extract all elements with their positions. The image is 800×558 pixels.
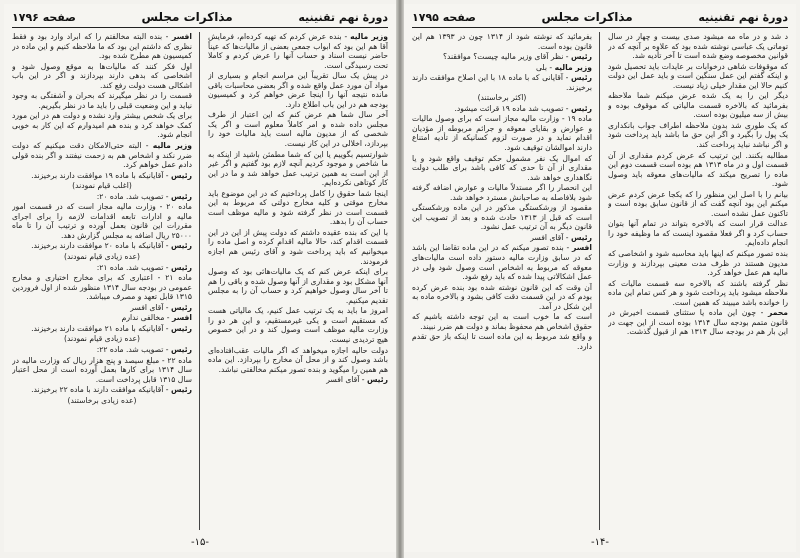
paragraph bbox=[12, 345, 192, 355]
paragraph bbox=[412, 32, 592, 51]
paragraph bbox=[608, 249, 788, 278]
paragraph-text: - تصویب شد. ماده ۲۱: bbox=[96, 262, 169, 272]
paragraph bbox=[208, 228, 388, 266]
paragraph bbox=[12, 273, 192, 302]
speaker-name: رئیس bbox=[570, 103, 592, 113]
paragraph bbox=[412, 73, 592, 92]
paragraph bbox=[412, 52, 592, 62]
paragraph bbox=[412, 93, 592, 103]
paragraph bbox=[412, 243, 592, 281]
paragraph bbox=[12, 111, 192, 140]
paragraph bbox=[608, 121, 788, 150]
paragraph-text: بفرمائید که نوشته شود از ۱۳۱۴ چون در ۱۳۹۳ هم این قانون بوده است. bbox=[412, 32, 592, 51]
paragraph bbox=[208, 375, 388, 385]
speaker-name: رئیس bbox=[170, 302, 192, 312]
paragraph bbox=[12, 171, 192, 181]
speaker-name: رئیس bbox=[170, 191, 192, 201]
paragraph-text: در پیش یک سال تقریباً این مراسم انجام و بسیاری از مواد آن مورد عمل واقع شده و اگر بعضی محاسبات باقی مانده نتیجه آنها را اینجا عرض خواهم کرد و کمیسیون بودجه هم در این باب اطلاع دارد. bbox=[208, 71, 388, 109]
left-header-title: مذاکرات مجلس bbox=[141, 10, 233, 24]
paragraph bbox=[608, 190, 788, 219]
paragraph bbox=[208, 189, 388, 227]
paragraph-text: بنده تصور میکنم که اینها باید محاسبه شود و اشخاصی که مدیون هستند در ظرف مدت معینی بپردازند و وزارت مالیه هم عمل خواهد کرد. bbox=[608, 249, 788, 278]
paragraph bbox=[12, 181, 192, 191]
paragraph-text: اینجا شما حقوق را کامل پرداختیم که در این موضوع باید مخارج موقتی و کلیه مخارج دولتی که مربوط به این قسمت است در نظر گرفته شود و مالیه موظف است حساب آن را بدهد. bbox=[208, 188, 388, 227]
paragraph-text: - البته حتی‌الامکان دقت میکنیم که دولت ضرر نکند و اشخاص هم به زحمت نیفتند و اگر بنده قولی دادم عمل خواهم کرد. bbox=[12, 141, 192, 170]
paragraph-text: با این که بنده عقیده داشتم که دولت پیش از این در این قسمت اقدام کند، حالا مالیه اقدام کرده و اصل ماده را میخوانیم که باید پرداخت شود و آقای رئیس هم اجازه فرمودند. bbox=[208, 227, 388, 266]
paragraph bbox=[412, 154, 592, 183]
right-header-title: مذاکرات مجلس bbox=[541, 10, 633, 24]
paragraph-text: (عده زیادی قیام نمودند) bbox=[64, 252, 140, 262]
paragraph-text: - بلی bbox=[536, 62, 553, 72]
speaker-name: رئیس bbox=[170, 241, 192, 251]
right-page-right-column bbox=[608, 32, 788, 530]
speaker-name: وزیر مالیه bbox=[554, 62, 592, 72]
paragraph-text: (اغلب قیام نمودند) bbox=[72, 181, 132, 191]
paragraph-text: که اموال یک نفر مشمول حکم توقیف واقع شود و یا مقداری از آن تا حدی که کافی باشد برای طلب دولت نگاهداری خواهد شد. bbox=[412, 153, 592, 182]
paragraph-text: ماده ۲۰ - وزارت مالیه مجاز است که در قسمت امور مالیه و ادارات تابعه اقدامات لازمه را برای اجرای مقررات این قانون بعمل آورده و ترتیب آن را تا ماه ۲۵۰۰۰ ریال اضافه به مجلس گزارش دهد. bbox=[12, 202, 192, 240]
left-page-header bbox=[12, 8, 388, 26]
paragraph bbox=[412, 183, 592, 202]
paragraph bbox=[12, 62, 192, 91]
paragraph-text: که موقوفات شاهی درخوابات بر عایدات باید تحصیل شود و اینکه گفتم این عمل سنگین است و باید عمل این دولت کنیم حالا این مقدار خیلی زیاد نیست. bbox=[608, 61, 788, 90]
paragraph bbox=[208, 306, 388, 344]
paragraph-text: - آقای افسر bbox=[326, 375, 365, 385]
paragraph bbox=[12, 202, 192, 240]
paragraph-text: که یک طوری شد بدون ملاحظه اطراف جواب بانکداری یک پول را بگیرد و اگر این حق ما باشد باید پرداخت شود و اگر نباشد نباید پرداخت کند. bbox=[608, 120, 788, 150]
paragraph-text: - چون این ماده یا ستثنای قسمت اخیرش در قانون متمم بودجه سال ۱۳۱۴ بوده است از این جهت در این بار هم در بودجه سال ۱۳۱۴ هم از قبول گذشت. bbox=[608, 308, 788, 337]
right-page-left-column bbox=[412, 32, 592, 530]
speaker-name: افسر bbox=[171, 32, 192, 41]
right-header-rule bbox=[412, 27, 788, 28]
paragraph-text: د شد و در ماه مه میشود صدی بیست و چهار در سال توماتی یک عباسی نوشته شده بود که علاوه بر آنچه که در قوانین مخصوصه وضع شده است تا آخر تأدیه شد. bbox=[608, 32, 788, 61]
paragraph bbox=[608, 308, 788, 337]
speaker-name: وزیر مالیه bbox=[152, 141, 192, 151]
paragraph bbox=[608, 279, 788, 308]
paragraph-text: شوارتسیم بگوییم یا این که شما مطمئن باشید از اینکه به ما شاخص و موجود کردیم آنچه لازم بود گفتیم و اگر غیر از این است به همین ترتیب عمل خواهد شد و ما در این کار کوتاهی نکرده‌ایم. bbox=[208, 149, 388, 188]
paragraph bbox=[12, 324, 192, 334]
paragraph-text: - آقایانی که با ماده ۱۸ با این اصلاح موافقت دارند برخیزند. bbox=[412, 73, 592, 92]
speaker-name: وزیر مالیه bbox=[350, 32, 388, 41]
paragraph-text: - بنده تصور میکنم که در این ماده تقاضا این باشد که در سابق وزارت مالیه دستور داده است مالیات‌های معوقه که مربوط به اشخاص است وصول شود ولی در عمل اشکالاتی پیدا شده که باید رفع شود. bbox=[412, 243, 592, 282]
paragraph-text: - آقایانیکه با ماده ۲۱ موافقت دارند برخیزند. bbox=[31, 323, 169, 333]
speaker-name: رئیس bbox=[570, 73, 592, 83]
paragraph bbox=[608, 32, 788, 61]
paragraph-text: است که ما خوب است به این توجه داشته باشیم که حقوق اشخاص هم محفوظ بماند و دولت هم ضرر نبیند. bbox=[412, 312, 592, 331]
paragraph bbox=[208, 110, 388, 148]
paragraph-text: مطالبه بکنند. این ترتیب که عرض کردم مقداری از آن قسمت اول و در ماه ۱۳۱۳ هم بوده است قسمت دوم این ماده را تصریح میکند که مالیات‌های معوقه باید وصول شود. bbox=[608, 150, 788, 189]
paragraph bbox=[208, 346, 388, 375]
left-page bbox=[4, 4, 396, 552]
paragraph bbox=[12, 396, 192, 406]
paragraph bbox=[12, 385, 192, 395]
paragraph bbox=[12, 313, 192, 323]
paragraph bbox=[12, 263, 192, 273]
paragraph bbox=[12, 91, 192, 110]
paragraph-text: (عده زیادی برخاستند) bbox=[67, 395, 137, 405]
right-page-header bbox=[412, 8, 788, 26]
paragraph bbox=[12, 32, 192, 61]
paragraph-text: - آقای افسر bbox=[530, 232, 569, 242]
left-column-divider bbox=[199, 32, 200, 530]
paragraph-text: ماده ۱۹ - وزارت مالیه مجاز است که برای وصول مالیات و عوارض و بقایای معوقه و جرائم مربوطه از مؤدیان اقدام نماید و در صورت لزوم کسانیکه از تأدیه امتناع دارند اموالشان توقیف شود. bbox=[412, 114, 592, 153]
paragraph bbox=[12, 252, 192, 262]
paragraph bbox=[412, 233, 592, 243]
paragraph-text: - تصویب شد. ماده ۲۰: bbox=[96, 191, 169, 201]
paragraph-text: مقصود از ورشکستگی مذکور در این ماده ورشکستگی است که قبل از ۱۳۱۳ حادث شده و بعد از تصویب این قانون دیگر به آن ترتیب عمل نشود. bbox=[412, 203, 592, 232]
paragraph-text: ماده ۲۱ - اعتباری که برای مخارج اختیاری و مخارج عمومی در بودجه سال ۱۳۱۴ منظور شده از اول فروردین ۱۳۱۵ قابل تعهد و مصرف میباشد. bbox=[12, 273, 192, 302]
paragraph bbox=[12, 192, 192, 202]
right-header-series: دورهٔ نهم تقنینیه bbox=[698, 10, 788, 24]
paragraph bbox=[208, 32, 388, 70]
paragraph-text: امروز ما باید به یک ترتیب عمل کنیم، یک مالیاتی هست که مستقیم است و یکی غیرمستقیم، و این هر دو را وزارت مالیه موظف است وصول کند و در این خصوص هیچ تردیدی نیست. bbox=[208, 306, 388, 344]
paragraph-text: - مخالفی ندارم bbox=[121, 313, 170, 323]
left-page-number: -۱۵- bbox=[191, 537, 209, 548]
paragraph bbox=[412, 114, 592, 152]
paragraph bbox=[12, 334, 192, 344]
paragraph-text: آن وقت که این قانون نوشته شده بود بنده عرض کرده بودم که در این قسمت دقت کافی بشود و بالاخره ماده به این شکل در آمد. bbox=[412, 282, 592, 311]
paragraph-text: آخر سال شما هم عرض کنم که این اعتبار از طرف مجلس داده شده و امر کاملاً معلوم است و اگر یک شخصی که از مدیون مالیه است باید مالیات خود را بپردازد، اخلالی در این کار نیست. bbox=[208, 110, 388, 149]
speaker-name: رئیس bbox=[170, 323, 192, 333]
paragraph-text: (عده زیادی قیام نمودند) bbox=[64, 334, 140, 344]
paragraph-text: دولت حالیه اجازه میخواهد که اگر مالیات عقب‌افتاده‌ای باشد وصول کند و از محل آن مخارج را بپردازد. این ماده هم همین را میگوید و بنده تصور میکنم مخالفتی نباشد. bbox=[208, 345, 388, 374]
paragraph bbox=[12, 303, 192, 313]
paragraph-text: - آقایانیکه با ماده ۲۰ موافقت دارند برخیزند. bbox=[31, 241, 169, 251]
paragraph-text: برای یک شخص بیشتر وارد نشده و دولت هم در این مورد کمک خواهد کرد و بنده هم امیدوارم که این کار به خوبی انجام شود. bbox=[12, 111, 192, 140]
paragraph bbox=[608, 151, 788, 189]
speaker-name: رئیس bbox=[170, 385, 192, 395]
paragraph bbox=[12, 356, 192, 385]
paragraph bbox=[412, 312, 592, 331]
paragraph bbox=[208, 150, 388, 188]
paragraph-text: عدالت قرار است که بالاخره بتواند در تمام آنها بتوان حساب کرد و اگر فعلا مقصود اینست که ما وظیفه خود را انجام داده‌ایم. bbox=[608, 219, 788, 248]
paragraph bbox=[608, 91, 788, 120]
book-gutter bbox=[396, 0, 404, 558]
paragraph-text: - تصویب شد ماده ۱۹ قرائت میشود. bbox=[454, 103, 569, 113]
right-column-divider bbox=[599, 32, 600, 530]
paragraph bbox=[412, 283, 592, 312]
paragraph bbox=[12, 241, 192, 251]
paragraph-text: (اکثر برخاستند) bbox=[477, 93, 527, 103]
paragraph-text: - تصویب شد. ماده ۲۲: bbox=[96, 344, 169, 354]
paragraph bbox=[608, 62, 788, 91]
left-page-left-column bbox=[12, 32, 192, 530]
speaker-name: رئیس bbox=[170, 344, 192, 354]
paragraph-text: - بنده البته مخالفتم را که ابراد وارد بود و فقط نظری که داشتم این بود که ما ملاحظه کنیم و این ماده در کمیسیون هم مطرح شده بود. bbox=[12, 32, 192, 61]
left-header-rule bbox=[12, 27, 388, 28]
paragraph-text: - آقایانیکه موافقت دارند با ماده ۲۲ برخیزند. bbox=[31, 385, 169, 395]
right-header-page-label: صفحه ۱۷۹۵ bbox=[412, 10, 476, 24]
paragraph bbox=[412, 104, 592, 114]
paragraph-text: دیگر این را به یک شده عرض میکنم شما ملاحظه بفرمائید که بالاخره قسمت مالیاتی که موقوف بوده و بیش از سه میلیون بوده است. bbox=[608, 91, 788, 120]
paragraph bbox=[608, 219, 788, 248]
paragraph-text: - نظر آقای وزیر مالیه چیست؟ موافقند؟ bbox=[442, 52, 569, 62]
paragraph-text: این انحصار را اگر مستدلاً مالیات و عوارض اضافه گرفته شود بلافاصله به صاحبانش مسترد خواهد شد. bbox=[412, 183, 592, 202]
paragraph-text: اول فکر کنند که مالیات‌ها به موقع وصول شود و اشخاصی که بدهی دارند بپردازند و اگر در این باب اشکالی هست دولت رفع کند. bbox=[12, 61, 192, 90]
paragraph bbox=[208, 71, 388, 109]
paragraph-text: نظر گرفته باشند که بالاخره سه قسمت مالیات که ملاحظه میشود باید پرداخت شود و هر کس تمام این ماده را خوانده باشد میبیند که همین است. bbox=[608, 278, 788, 307]
paragraph-text: قسمت را در نظر میگیرند که بحران و آشفتگی به وجود نیاید و این وضعیت قبلی را باید ما در نظر بگیریم. bbox=[12, 91, 192, 110]
left-page-right-column bbox=[208, 32, 388, 530]
left-header-page-label: صفحه ۱۷۹۶ bbox=[12, 10, 76, 24]
left-header-series: دورهٔ نهم تقنینیه bbox=[298, 10, 388, 24]
paragraph bbox=[412, 203, 592, 232]
speaker-name: رئیس bbox=[366, 375, 388, 385]
paragraph-text: بیانم را با اصل این منظور را که یکجا عرض کردم عرض میکنم این بود آنچه گفت که از قانون سابق بوده است و تاکنون عمل نشده است. bbox=[608, 189, 788, 218]
right-page bbox=[404, 4, 796, 552]
right-page-number: -۱۴- bbox=[591, 537, 609, 548]
paragraph-text: ماده ۲۲ - مبلغ سیصد و پنج هزار ریال که وزارت مالیه در سال ۱۳۱۴ برای کارها بعمل آورده است از محل اعتبار سال ۱۳۱۵ قابل پرداخت است. bbox=[12, 355, 192, 384]
speaker-name: رئیس bbox=[170, 262, 192, 272]
paragraph-text: و واقع شد مربوط به این ماده است تا اینکه باز حق تقدم دارد. bbox=[412, 332, 592, 351]
speaker-name: رئیس bbox=[570, 232, 592, 242]
paragraph-text: برای اینکه عرض کنم که یک مالیات‌هائی بود که وصول آنها مشکل بود و مقداری از آنها وصول شده و باقی را هم تا آخر سال وصول خواهیم کرد و حساب آن را به مجلس تقدیم میکنیم. bbox=[208, 267, 388, 305]
speaker-name: رئیس bbox=[570, 52, 592, 62]
speaker-name: محمر bbox=[768, 308, 788, 318]
paragraph-text: - آقای افسر bbox=[130, 302, 169, 312]
paragraph bbox=[12, 141, 192, 170]
paragraph-text: - آقایانیکه با ماده ۱۹ موافقت دارند برخیزند. bbox=[31, 170, 169, 180]
paragraph-text: - بنده عرض کردم که تهیه کرده‌ام، فرمایش آقا هم این بود که ابواب جمعی بعضی از مالیات‌ها که عیناً حاضر نیست اسناد و حساب آنها را عرض کردم و کاملا تحت رسیدگی است. bbox=[208, 32, 388, 70]
speaker-name: افسر bbox=[571, 243, 592, 253]
paragraph bbox=[412, 332, 592, 351]
speaker-name: افسر bbox=[171, 313, 192, 323]
speaker-name: رئیس bbox=[170, 170, 192, 180]
paragraph bbox=[208, 267, 388, 305]
paragraph bbox=[412, 63, 592, 73]
